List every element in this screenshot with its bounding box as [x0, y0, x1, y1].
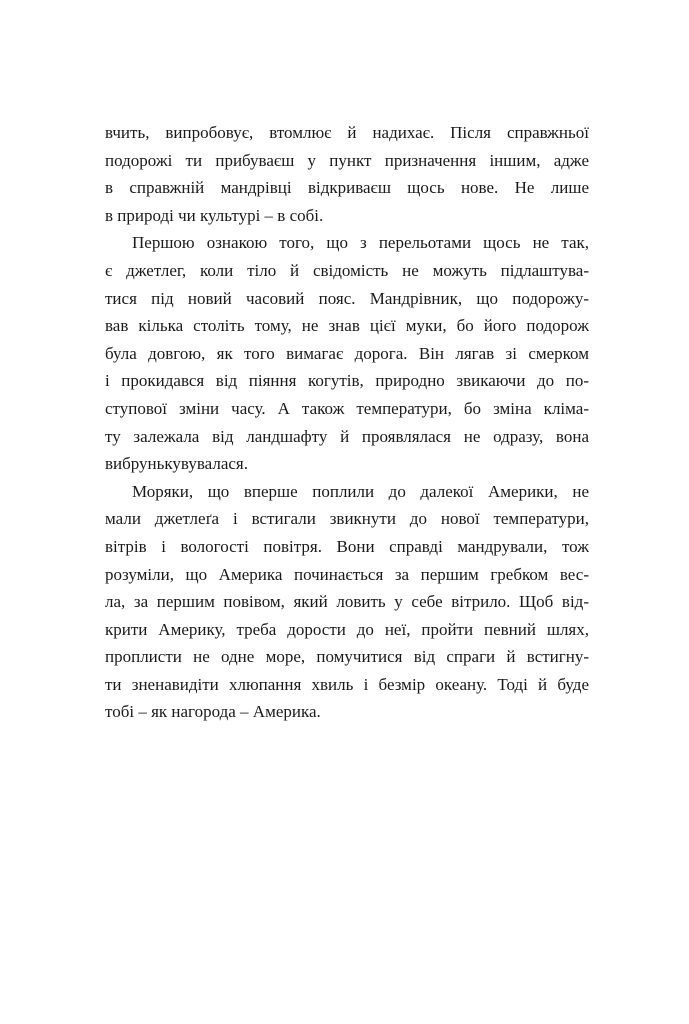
text-line: вав кілька століть тому, не знав цієї муки, бо його подорож — [105, 316, 589, 336]
paragraph-2 — [105, 229, 589, 477]
text-line: в природі чи культурі – в собі. — [105, 205, 324, 225]
text-line: розуміли, що Америка починається за першим гребком вес- — [105, 564, 589, 584]
paragraph-1 — [105, 119, 589, 229]
text-line: ступової зміни часу. А також температури, бо зміна кліма- — [105, 398, 589, 418]
text-line: крити Америку, треба дорости до неї, пройти певний шлях, — [105, 619, 589, 639]
text-line: подорожі ти прибуваєш у пункт призначення іншим, адже — [105, 150, 589, 170]
text-line: вибрунькувувалася. — [105, 454, 249, 474]
text-line: була довгою, як того вимагає дорога. Він лягав зі смерком — [105, 343, 589, 363]
text-line: вчить, випробовує, втомлює й надихає. Після справжньої — [105, 123, 589, 142]
text-line: є джетлег, коли тіло й свідомість не можуть підлаштува- — [105, 260, 589, 280]
text-line: ла, за першим повівом, який ловить у себе вітрило. Щоб від- — [105, 592, 589, 612]
text-line: ту залежала від ландшафту й проявлялася не одразу, вона — [105, 426, 589, 446]
text-line: і прокидався від піяння когутів, природно звикаючи до по- — [105, 371, 589, 391]
text-line: проплисти не одне море, помучитися від спраги й встигну- — [105, 647, 589, 667]
text-line: тися під новий часовий пояс. Мандрівник, що подорожу- — [105, 288, 589, 308]
text-line: тобі – як нагорода – Америка. — [105, 702, 321, 722]
text-line: в справжній мандрівці відкриваєш щось нове. Не лише — [105, 178, 589, 198]
text-line: вітрів і вологості повітря. Вони справді мандрували, тож — [105, 536, 589, 556]
text-line: мали джетлеґа і встигали звикнути до нової температури, — [105, 509, 589, 529]
text-line: Моряки, що вперше поплили до далекої Америки, не — [132, 481, 589, 501]
text-line: ти зненавидіти хлюпання хвиль і безмір океану. Тоді й буде — [105, 674, 589, 694]
paragraph-3 — [105, 478, 589, 726]
text-line: Першою ознакою того, що з перельотами щось не так, — [132, 233, 589, 253]
body-text — [105, 119, 589, 726]
